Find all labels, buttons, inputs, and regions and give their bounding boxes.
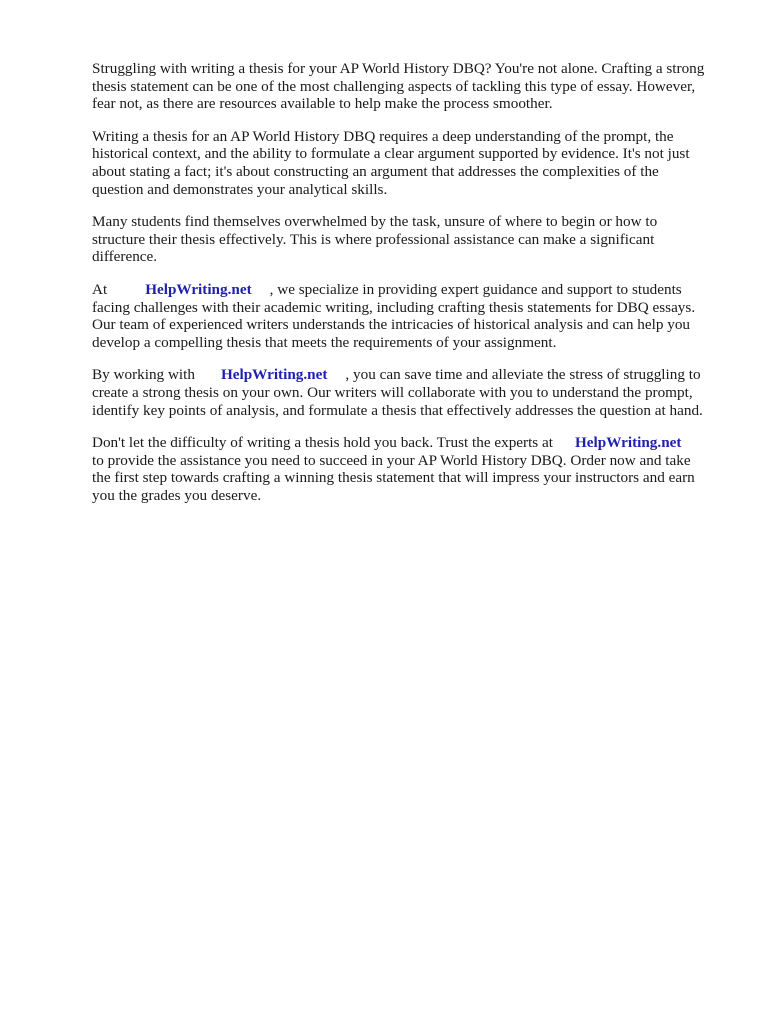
text-line: Writing a thesis for an AP World History DBQ requires a deep understanding of the prompt, the (92, 127, 674, 145)
helpwriting-link[interactable]: HelpWriting.net (220, 366, 328, 384)
text-line: question and demonstrates your analytical skills. (92, 180, 388, 198)
text-segment: At (92, 280, 108, 298)
document-body (92, 60, 732, 519)
text-line-with-link (92, 434, 732, 452)
text-segment: Don't let the difficulty of writing a thesis hold you back. Trust the experts at (92, 434, 553, 452)
paragraph-requirements (92, 128, 732, 198)
paragraph-call-to-action (92, 434, 732, 504)
text-line: about stating a fact; it's about constructing an argument that addresses the complexities of the (92, 162, 659, 180)
text-line: thesis statement can be one of the most challenging aspects of tackling this type of essay. However, (92, 77, 696, 95)
text-line-with-link (92, 366, 732, 384)
helpwriting-link[interactable]: HelpWriting.net (574, 434, 682, 452)
text-line: Struggling with writing a thesis for your AP World History DBQ? You're not alone. Crafting a strong (92, 60, 705, 77)
text-line-with-link (92, 281, 732, 299)
text-line: Our team of experienced writers understands the intricacies of historical analysis and can help you (92, 316, 691, 334)
text-line: to provide the assistance you need to succeed in your AP World History DBQ. Order now and take (92, 451, 691, 469)
text-line: Many students find themselves overwhelmed by the task, unsure of where to begin or how to (92, 213, 658, 231)
text-line: develop a compelling thesis that meets the requirements of your assignment. (92, 333, 557, 351)
text-segment: , you can save time and alleviate the stress of struggling to (345, 366, 701, 384)
text-line: the first step towards crafting a winning thesis statement that will impress your instructors and earn (92, 469, 695, 487)
paragraph-overwhelmed (92, 213, 732, 266)
text-line: historical context, and the ability to formulate a clear argument supported by evidence. It's not just (92, 145, 690, 163)
paragraph-intro (92, 60, 732, 113)
text-line: structure their thesis effectively. This is where professional assistance can make a significant (92, 230, 655, 248)
text-segment: By working with (92, 366, 195, 384)
text-line: you the grades you deserve. (92, 486, 262, 504)
text-line: create a strong thesis on your own. Our writers will collaborate with you to understand the prompt, (92, 383, 693, 401)
paragraph-service (92, 281, 732, 351)
paragraph-benefits (92, 366, 732, 419)
text-segment: , we specialize in providing expert guidance and support to students (269, 280, 682, 298)
text-line: fear not, as there are resources available to help make the process smoother. (92, 95, 553, 113)
text-line: facing challenges with their academic writing, including crafting thesis statements for DBQ essays. (92, 298, 696, 316)
text-line: difference. (92, 248, 158, 266)
text-line: identify key points of analysis, and formulate a thesis that effectively addresses the question at hand. (92, 401, 703, 419)
helpwriting-link[interactable]: HelpWriting.net (145, 280, 252, 298)
